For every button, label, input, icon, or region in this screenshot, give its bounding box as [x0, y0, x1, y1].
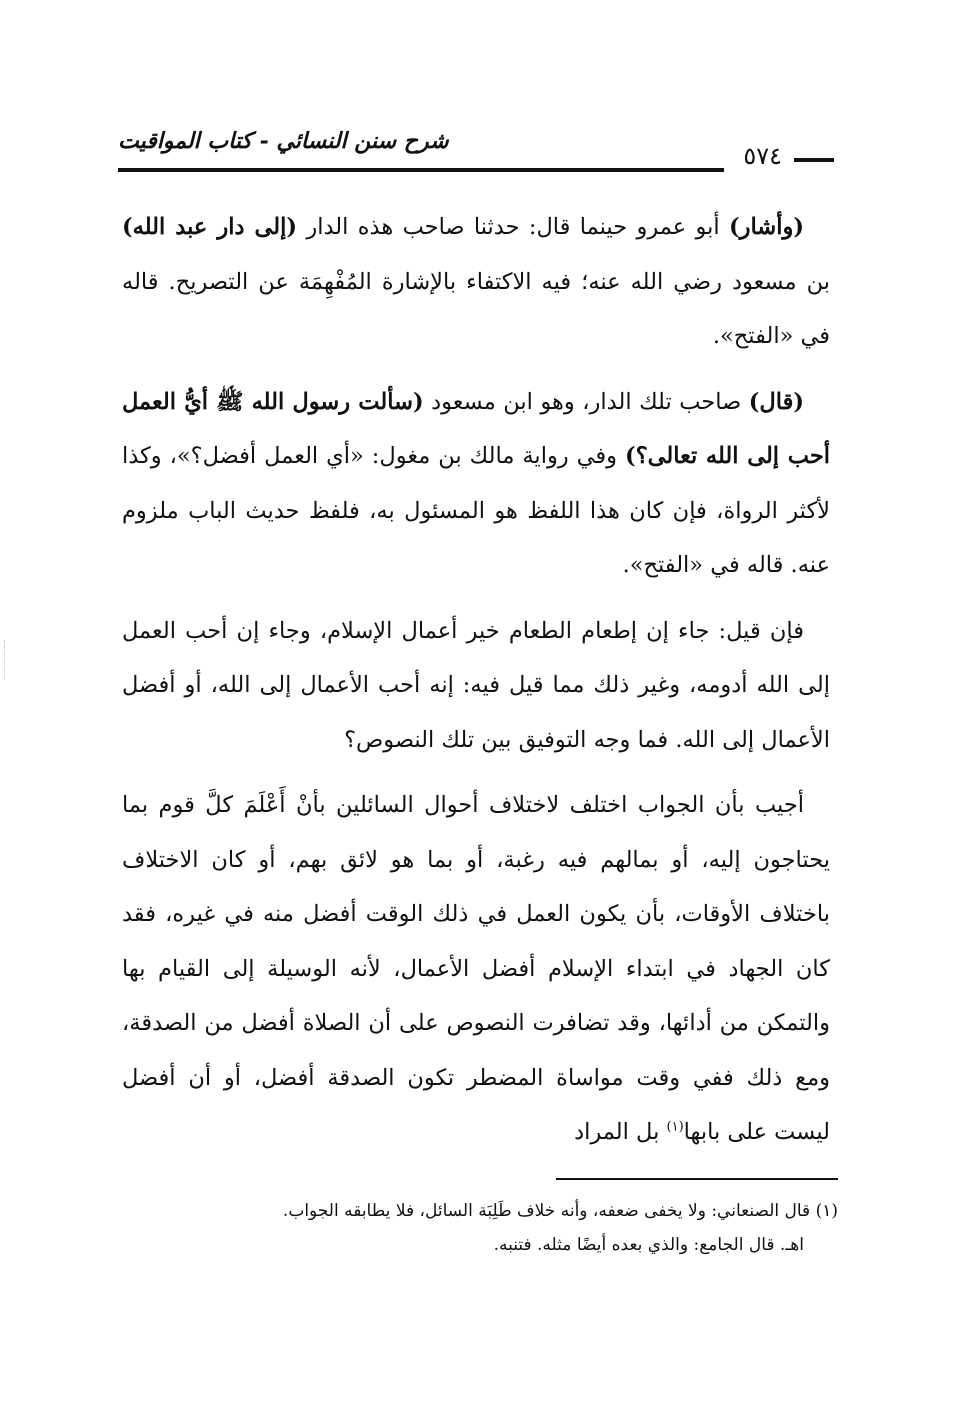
footnote — [138, 1194, 838, 1262]
header-dash — [794, 158, 834, 162]
footnote-rule — [556, 1178, 838, 1180]
text-run: بن مسعود رضي الله عنه؛ فيه الاكتفاء بالإشارة المُفْهِمَة عن التصريح. قاله في «الفتح». — [122, 268, 830, 349]
bold-phrase: (قال) — [748, 388, 805, 415]
text-run: صاحب تلك الدار، وهو ابن مسعود — [423, 388, 749, 415]
footnote-ref[interactable]: (١) — [666, 1119, 684, 1135]
text-run: فإن قيل: جاء إن إطعام الطعام خير أعمال الإسلام، وجاء إن أحب العمل إلى الله أدومه، وغير ذلك مما قيل فيه: إنه أحب الأعمال إلى الله، أو أفضل الأعمال إلى الله. فما وجه التوفيق بين تلك النصوص؟ — [122, 617, 830, 753]
page-number: ٥٧٤ — [743, 142, 782, 170]
footnote-line: اهـ. قال الجامع: والذي بعده أيضًا مثله. فتنبه. — [493, 1235, 804, 1255]
bold-phrase: (وأشار) — [729, 214, 804, 240]
footnote-line: (١) قال الصنعاني: ولا يخفى ضعفه، وأنه خلاف طَلِبَة السائل، فلا يطابقه الجواب. — [282, 1201, 838, 1221]
scan-edge-mark — [4, 640, 6, 680]
page-header — [118, 128, 834, 172]
paragraph-2 — [122, 375, 830, 593]
text-run: أبو عمرو حينما قال: حدثنا صاحب هذه الدار — [297, 214, 730, 240]
bold-phrase: (إلى دار عبد الله) — [122, 214, 298, 240]
paragraph-3 — [122, 604, 830, 768]
paragraph-1 — [122, 200, 830, 364]
main-text — [122, 200, 830, 1171]
text-run: وفي رواية مالك بن مغول: «أي العمل أفضل؟»، وكذا لأكثر الرواة، فإن كان هذا اللفظ هو المسئول به، فلفظ حديث الباب ملزوم عنه. قاله في «الفتح». — [122, 443, 830, 578]
header-rule — [118, 168, 724, 172]
text-run: بل المراد — [574, 1119, 667, 1145]
paragraph-4 — [122, 778, 830, 1160]
text-run: أجيب بأن الجواب اختلف لاختلاف أحوال السائلين بأنْ أَعْلَمَ كلَّ قوم بما يحتاجون إليه، أو بمالهم فيه رغبة، أو بما هو لائق بهم، أو كان الاختلاف باختلاف الأوقات، بأن يكون العمل في ذلك الوقت أفضل منه في غيره، فقد كان الجهاد في ابتداء الإسلام أفضل الأعمال، لأنه الوسيلة إلى القيام بها والتمكن من أدائها، وقد تضافرت النصوص على أن الصلاة أفضل من الصدقة، ومع ذلك ففي وقت مواساة المضطر تكون الصدقة أفضل، أو أن أفضل ليست على بابها — [122, 792, 830, 1145]
running-title: شرح سنن النسائي - كتاب المواقيت — [118, 128, 449, 154]
bold-phrase: (سألت رسول الله ﷺ أيُّ العمل أحب إلى الله تعالى؟) — [122, 388, 830, 469]
